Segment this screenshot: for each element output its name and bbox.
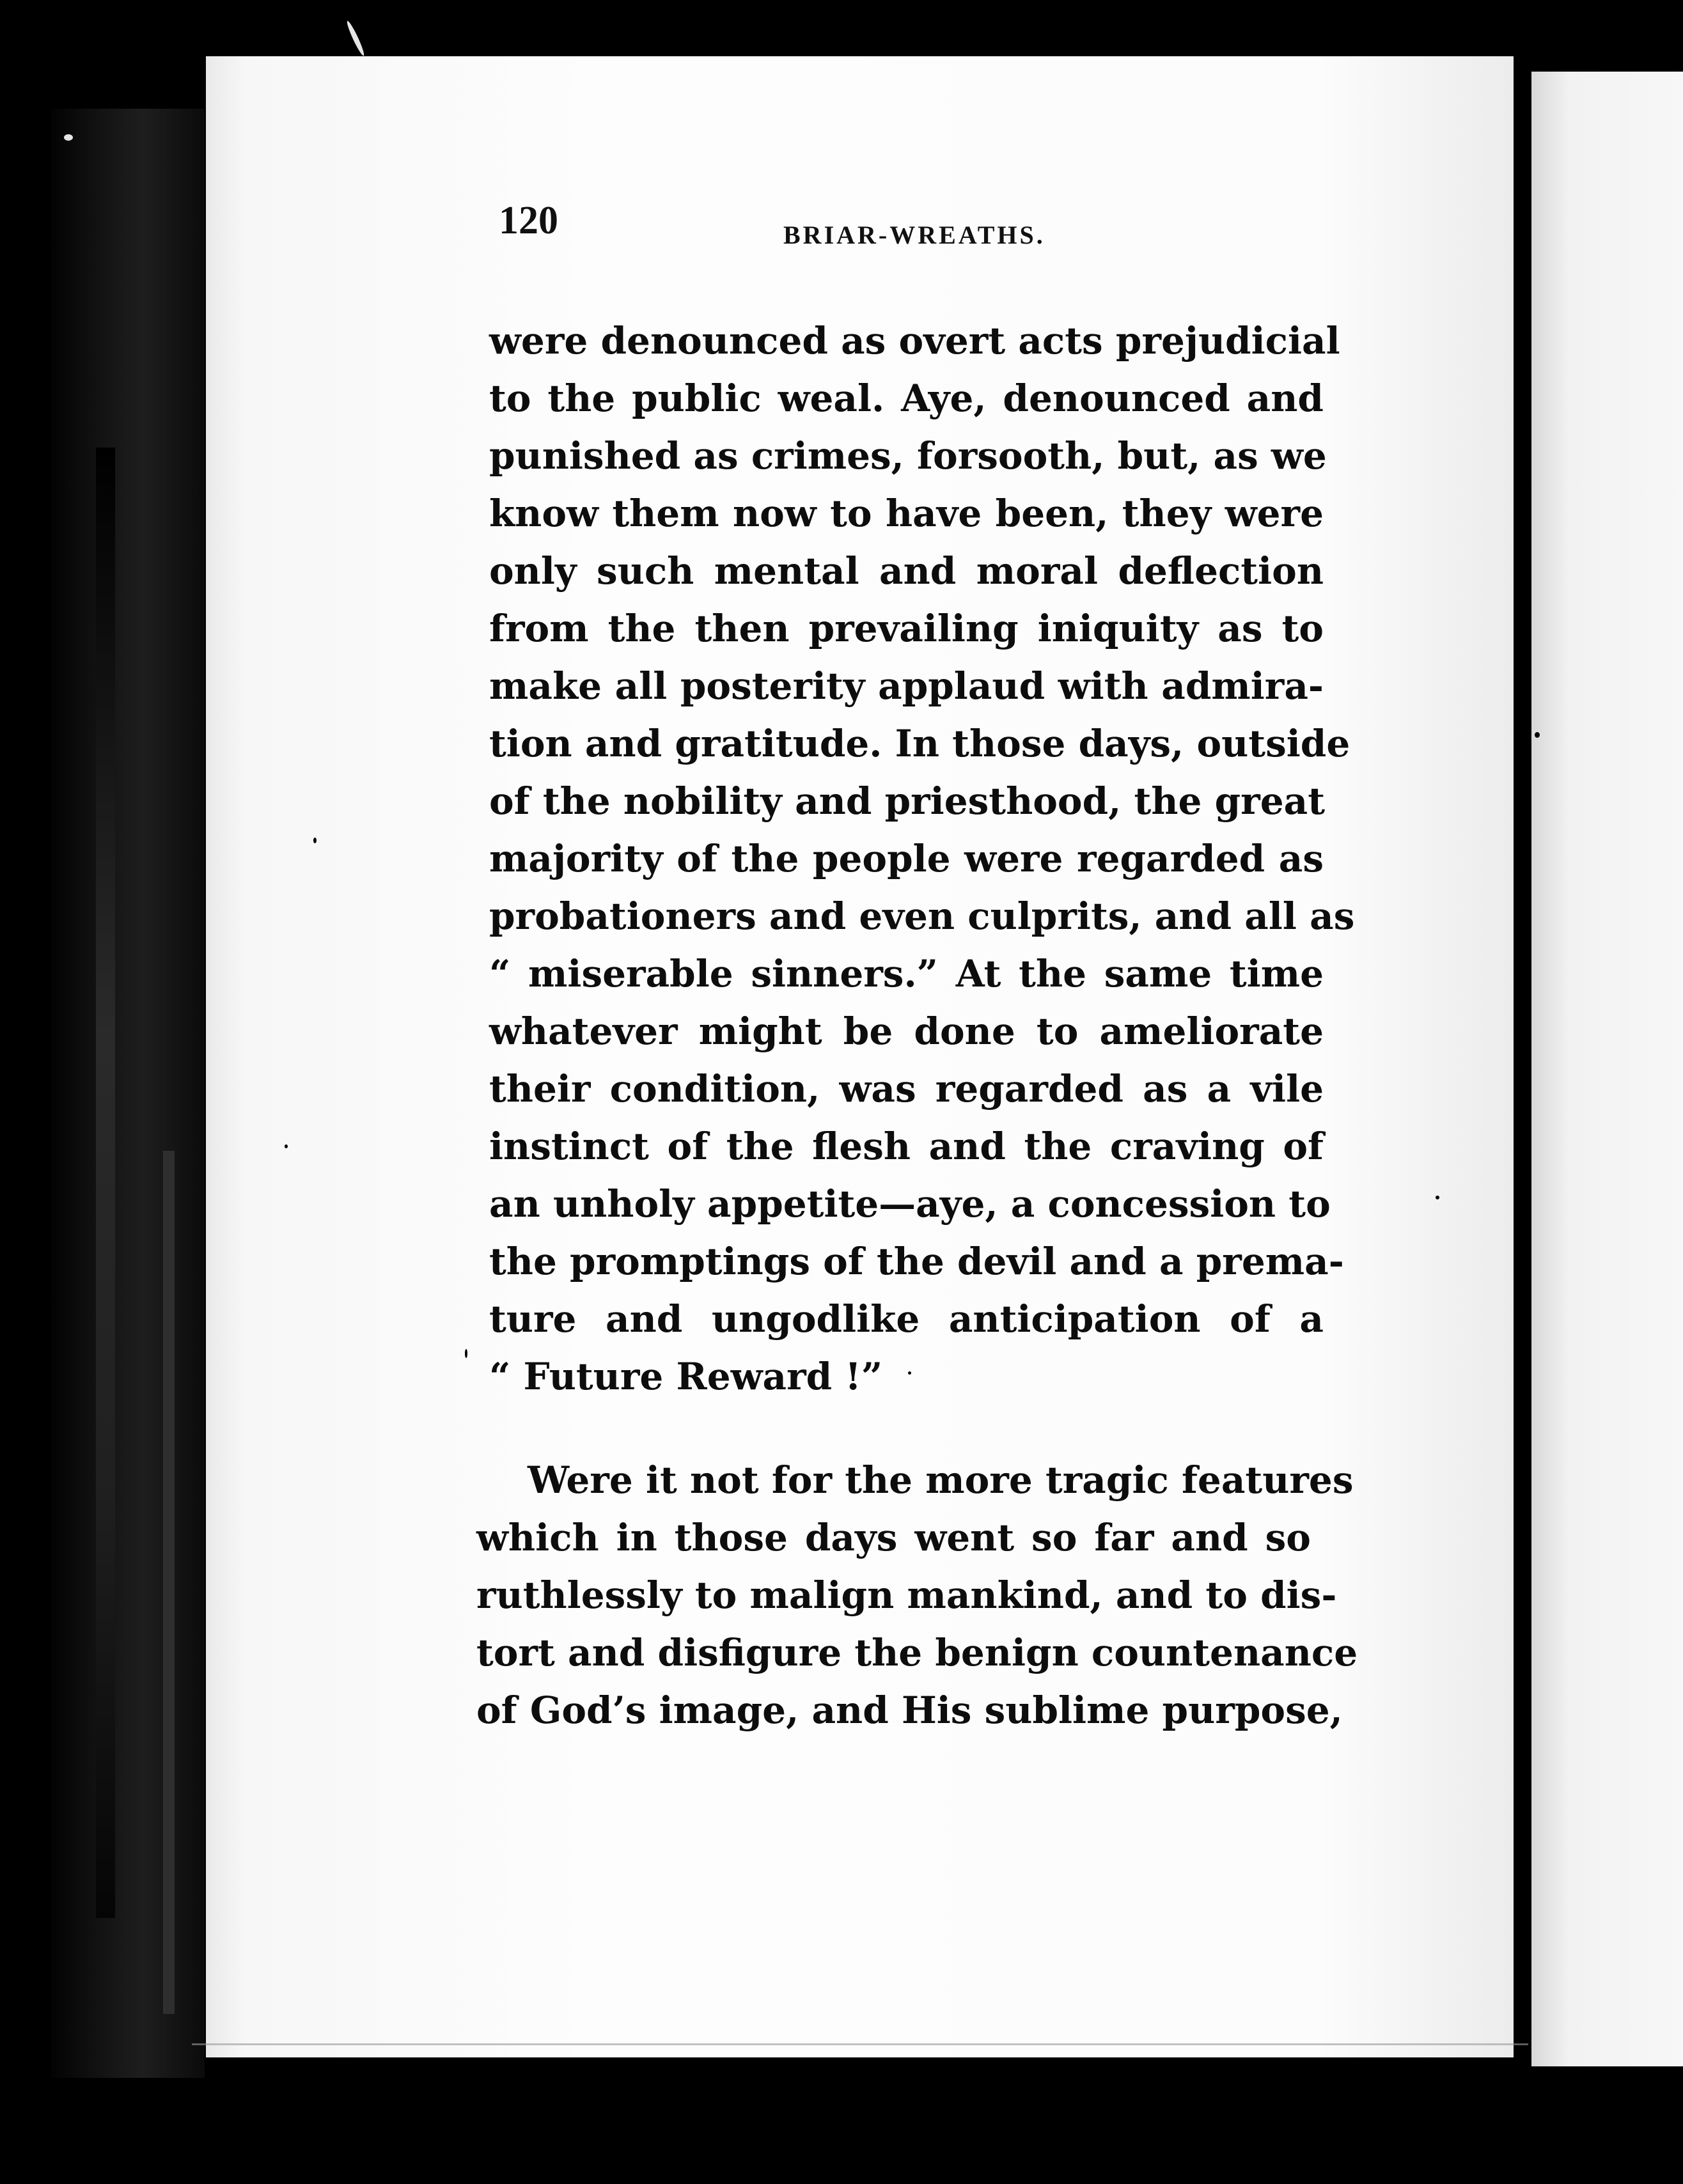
text-line: to the public weal. Aye, denounced and: [489, 377, 1324, 420]
body-paragraph-1: [489, 312, 1355, 1405]
scan-speck: [285, 1144, 288, 1148]
running-title: BRIAR-WREATHS.: [783, 221, 1045, 249]
text-line: ruthlessly to malign mankind, and to dis-: [476, 1573, 1337, 1617]
text-line: of God’s image, and His sublime purpose,: [476, 1689, 1343, 1732]
text-line: tion and gratitude. In those days, outside: [489, 722, 1350, 765]
text-line: their condition, was regarded as a vile: [489, 1067, 1324, 1111]
text-line: make all posterity applaud with admira-: [489, 664, 1324, 708]
text-line: the promptings of the devil and a prema-: [489, 1240, 1344, 1283]
scan-speck: [1535, 732, 1540, 738]
body-paragraph-2: [476, 1451, 1358, 1739]
text-line: probationers and even culprits, and all as: [489, 894, 1355, 938]
scan-speck: [64, 134, 73, 141]
scan-speck: [1436, 1196, 1439, 1199]
text-line: only such mental and moral deflection: [489, 549, 1324, 593]
text-line: “ miserable sinners.” At the same time: [489, 952, 1324, 995]
book-spine-edge: [51, 109, 205, 2078]
scan-speck: [465, 1349, 467, 1358]
text-line: which in those days went so far and so: [476, 1516, 1311, 1559]
text-line: “ Future Reward !”: [489, 1355, 883, 1398]
page-bottom-edge: [192, 2043, 1528, 2045]
text-line: an unholy appetite—aye, a concession to: [489, 1182, 1331, 1226]
text-line: punished as crimes, forsooth, but, as we: [489, 434, 1327, 478]
spine-shadow: [96, 448, 115, 1918]
text-line: from the then prevailing iniquity as to: [489, 607, 1324, 650]
text-line: tort and disfigure the benign countenance: [476, 1631, 1358, 1674]
text-line: whatever might be done to ameliorate: [489, 1010, 1324, 1053]
text-line: know them now to have been, they were: [489, 492, 1324, 535]
text-line: majority of the people were regarded as: [489, 837, 1324, 880]
scan-speck: [345, 20, 366, 57]
text-line: Were it not for the more tragic features: [528, 1458, 1354, 1502]
page-gutter: [1514, 38, 1531, 2084]
page-number: 120: [499, 199, 558, 242]
facing-page-edge: [1531, 72, 1683, 2066]
scan-speck: [313, 838, 317, 843]
text-line: were denounced as overt acts prejudicial: [489, 319, 1340, 363]
text-line: instinct of the flesh and the craving of: [489, 1125, 1324, 1168]
text-line: ture and ungodlike anticipation of a: [489, 1297, 1324, 1341]
text-line: of the nobility and priesthood, the great: [489, 779, 1325, 823]
spine-highlight: [163, 1151, 175, 2014]
